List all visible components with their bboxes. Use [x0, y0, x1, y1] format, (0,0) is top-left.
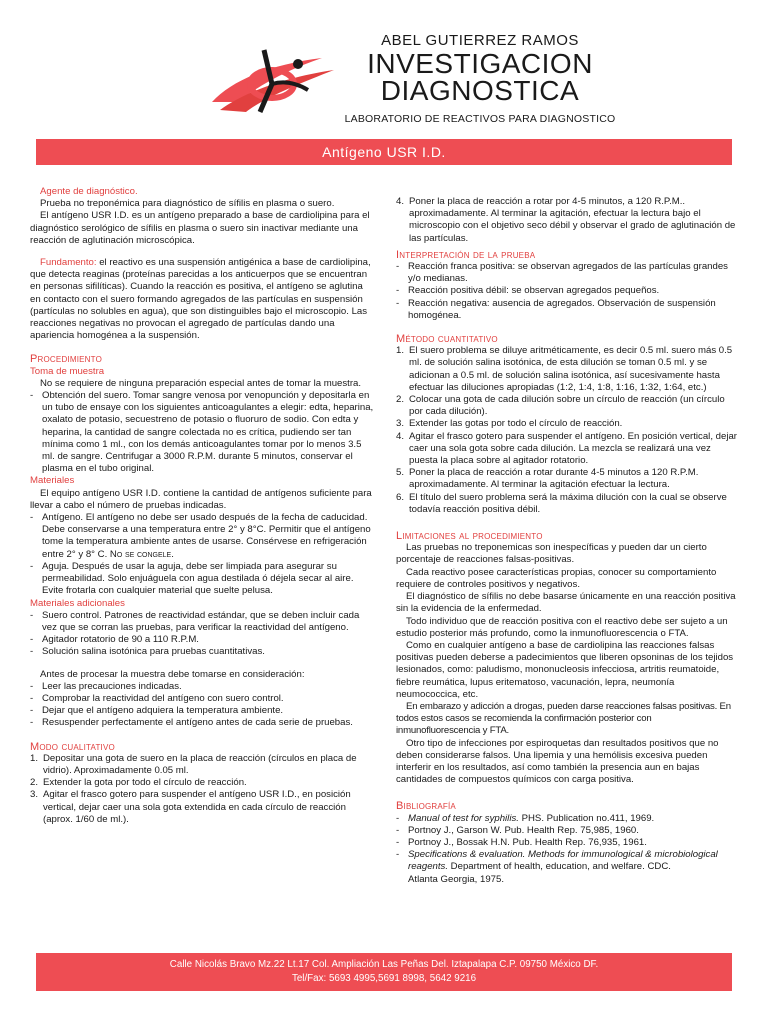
list-item: - Suero control. Patrones de reactividad estándar, que se deben incluir cada vez que se corran las pruebas, para verificar la reactividad del antígeno. — [30, 609, 360, 633]
interpretacion-list — [396, 261, 738, 322]
interpretacion-heading: Interpretación de la prueba — [396, 248, 536, 261]
list-item: - Leer las precauciones indicadas. — [30, 680, 182, 692]
list-item: - Portnoy J., Garson W. Pub. Health Rep. 75,985, 1960. — [396, 824, 639, 836]
list-item: 5. Poner la placa de reacción a rotar durante 4-5 minutos a 120 R.P.M. aproximadamente. Al terminar la agitación efectuar la lectura. — [396, 467, 699, 491]
list-item: - Dejar que el antígeno adquiera la temperatura ambiente. — [30, 705, 284, 717]
list-item: 1. Depositar una gota de suero en la placa de reacción (círculos en placa de vidrio). Aproximadamente 0.05 ml. — [30, 752, 357, 776]
list-item: 1. El suero problema se diluye aritméticamente, es decir 0.5 ml. suero más 0.5 ml. de solución salina isotónica, de esta dilución se toman 0.5 ml. y se adicionan a 0.5 ml. de solución salina isotónica, así sucesivamente hasta efectuar las diluciones apropiadas (1:2, 1:4, 1:8, 1:16, 1:32, 1:64, etc.) — [396, 345, 733, 393]
adicionales-list — [30, 610, 376, 659]
fundamento-text: el reactivo es una suspensión antigénica a base de cardiolipina, que detecta reaginas (proteínas parecidas a los anticuerpos que se encuentran en personas sifilíticas). Cuando la reacción es positiva, el antígeno se aglutina en contacto con el suero formando agregados de las partículas en suspensión (partículas no solubles en agua), que son distinguibles bajo el microscopio. Las reacciones negativas no provocan el agregado de partículas dando una apariencia homogénea a la suspensión. — [30, 257, 371, 342]
left-column — [30, 186, 376, 826]
agente-paragraph-1: Prueba no treponémica para diagnóstico de sífilis en plasma o suero. — [40, 198, 335, 210]
limitaciones-paragraph: En embarazo y adicción a drogas, pueden darse reacciones falsas positivas. En todos estos casos se recomienda la confirmación posterior con inmunofluorescencia y FTA. — [396, 700, 731, 737]
fundamento-label: Fundamento: — [40, 257, 97, 269]
antes-paragraph: Antes de procesar la muestra debe tomarse en consideración: — [40, 668, 305, 680]
list-item: 4. Agitar el frasco gotero para suspender el antígeno. En posición vertical, dejar caer una sola gota sobre cada dilución. La mezcla se realizará una vez puesta la placa sobre al agitador rotatorio. — [396, 430, 737, 467]
list-item: 3. Agitar el frasco gotero para suspender el antígeno USR I.D., en posición vertical, dejar caer una sola gota extendida en cada círculo de reacción (aprox. 1/60 de ml.). — [30, 789, 351, 825]
company-name: ABEL GUTIERREZ RAMOS — [381, 32, 579, 49]
company-logo-icon — [202, 40, 342, 120]
list-item: - Specifications & evaluation. Methods for immunological & microbiological reagents. Department of health, education, and welfare. CDC. Atlanta Georgia, 1975. — [396, 849, 718, 885]
list-item: - Reacción positiva débil: se observan agregados pequeños. — [396, 285, 660, 297]
modo-cualitativo-heading: Modo cualitativo — [30, 740, 115, 753]
limitaciones-paragraph: Como en cualquier antígeno a base de cardiolipina las reacciones falsas positivas pueden deberse a padecimientos que liberen opsoninas de los tejidos lesionados, como: paludismo, mononucleosis infecciosa, artritis reumatoide, fiebre reumática, lupus eritematoso, vacunación, lepra, neumonía neumococcica, etc. — [396, 639, 734, 700]
cuantitativo-list — [396, 345, 738, 516]
footer-address: Calle Nicolás Bravo Mz.22 Lt.17 Col. Ampliación Las Peñas Del. Iztapalapa C.P. 09750 México DF. — [169, 959, 599, 970]
adicionales-heading: Materiales adicionales — [30, 597, 125, 609]
toma-list — [30, 390, 376, 475]
bibliografia-heading: Bibliografía — [396, 800, 456, 813]
company-title-line1: INVESTIGACION — [367, 48, 593, 79]
list-item: - Aguja. Después de usar la aguja, debe ser limpiada para asegurar su permeabilidad. Solo enjuáguela con agua destilada ó déjela secar al aire. Evite frotarla con cualquier material que suelte pelusa. — [30, 560, 354, 597]
list-item: - Reacción negativa: ausencia de agregados. Observación de suspensión homogénea. — [396, 297, 716, 321]
list-item: - Portnoy J., Bossak H.N. Pub. Health Rep. 76,935, 1961. — [396, 836, 647, 848]
page-header — [0, 0, 768, 140]
no-congele-note: No se congele. — [107, 548, 174, 560]
list-item: - Antígeno. El antígeno no debe ser usado después de la fecha de caducidad. Debe conservarse a una temperatura entre 2° y 8°C. Permitir que el antígeno tome la temperatura ambiente antes de usarse. Consérvese en refrigeración entre 2° y 8° C. No se congele. — [30, 512, 371, 560]
modo-cualitativo-list — [30, 753, 376, 826]
limitaciones-paragraph: Otro tipo de infecciones por espiroquetas dan resultados positivos que no deben considerarse falsos. Una lipemia y una hemólisis excesiva pueden interferir en los resultados, así como también la presencia aun en bajas cantidades de compuestos químicos con carga positiva. — [396, 737, 719, 786]
agente-heading: Agente de diagnóstico. — [40, 186, 138, 197]
toma-heading: Toma de muestra — [30, 365, 105, 377]
list-item: - Comprobar la reactividad del antígeno con suero control. — [30, 692, 284, 704]
product-title-bar — [36, 139, 732, 165]
agente-paragraph-2: El antígeno USR I.D. es un antígeno preparado a base de cardiolipina para el diagnóstico serológico de sífilis en plasma o suero sin inactivar mediante una reacción de aglutinación microscópica. — [30, 210, 370, 246]
antes-list — [30, 681, 376, 730]
list-item: 3. Extender las gotas por todo el círculo de reacción. — [396, 418, 623, 430]
fundamento-paragraph — [30, 257, 376, 342]
bibliografia-list — [396, 813, 738, 886]
list-item: - Resuspender perfectamente el antígeno antes de cada serie de pruebas. — [30, 717, 353, 729]
procedimiento-heading: Procedimiento — [30, 353, 103, 366]
materiales-heading: Materiales — [30, 475, 75, 487]
list-item: - Reacción franca positiva: se observan agregados de las partículas grandes y/o medianas. — [396, 261, 728, 285]
company-block — [340, 32, 620, 125]
list-item: 2. Colocar una gota de cada dilución sobre un círculo de reacción (un círculo por cada dilución). — [396, 394, 725, 418]
company-tagline: LABORATORIO DE REACTIVOS PARA DIAGNOSTICO — [344, 113, 616, 125]
right-column — [396, 196, 738, 886]
company-title-line2: DIAGNOSTICA — [380, 75, 580, 106]
footer-phone: Tel/Fax: 5693 4995,5691 8998, 5642 9216 — [291, 973, 477, 984]
list-item: - Obtención del suero. Tomar sangre venosa por venopunción y depositarla en un tubo de ensaye con los siguientes anticoagulantes a elegir: edta, heparina, oxalato de potasio, secuestreno de potasio o fluoruro de sodio. Con edta y heparina, la cantidad de sangre colectada no es crítica, pudiendo ser tan mínima como 1 ml., con los demás anticoagulantes tomar por lo menos 3.5 ml. de sangre. Centrifugar a 3000 R.P.M. durante 5 minutos, conservar el plasma en el tubo original. — [30, 390, 374, 475]
list-item: 2. Extender la gota por todo el círculo de reacción. — [30, 777, 247, 789]
page-footer — [36, 953, 732, 991]
limitaciones-paragraph: El diagnóstico de sífilis no debe basarse únicamente en una reacción positiva sin la evidencia de la enfermedad. — [396, 591, 736, 615]
toma-paragraph: No se requiere de ninguna preparación especial antes de tomar la muestra. — [40, 377, 362, 389]
product-title: Antígeno USR I.D. — [322, 144, 446, 160]
materiales-paragraph: El equipo antígeno USR I.D. contiene la cantidad de antígenos suficiente para llevar a cabo el número de pruebas indicadas. — [30, 487, 372, 511]
list-item: 6. El título del suero problema será la máxima dilución con la cual se observe todavía reacción positiva débil. — [396, 491, 727, 515]
modo-cualitativo-list-cont — [396, 196, 738, 245]
list-item: - Agitador rotatorio de 90 a 110 R.P.M. — [30, 634, 199, 646]
list-item: - Solución salina isotónica para pruebas cuantitativas. — [30, 646, 265, 658]
limitaciones-paragraph: Cada reactivo posee características propias, conocer su comportamiento requiere de controles positivos y negativos. — [396, 566, 717, 590]
materiales-list — [30, 512, 376, 597]
list-item: - Manual of test for syphilis. PHS. Publication no.411, 1969. — [396, 812, 655, 824]
limitaciones-paragraph: Todo individuo que de reacción positiva con el reactivo debe ser sujeto a un estudio posterior más profundo, como la inmunofluorescencia o FTA. — [396, 615, 728, 639]
cuantitativo-heading: Método cuantitativo — [396, 333, 498, 346]
list-item: 4. Poner la placa de reacción a rotar por 4-5 minutos, a 120 R.P.M.. aproximadamente. Al terminar la agitación, efectuar la lectura bajo el microscopio con el objetivo seco débil y observar el grado de aglutinación de las partículas. — [396, 196, 736, 244]
limitaciones-heading: Limitaciones al procedimiento — [396, 530, 543, 543]
limitaciones-paragraph: Las pruebas no treponemicas son inespecíficas y pueden dar un cierto porcentaje de reacciones falsas-positivas. — [396, 542, 707, 566]
